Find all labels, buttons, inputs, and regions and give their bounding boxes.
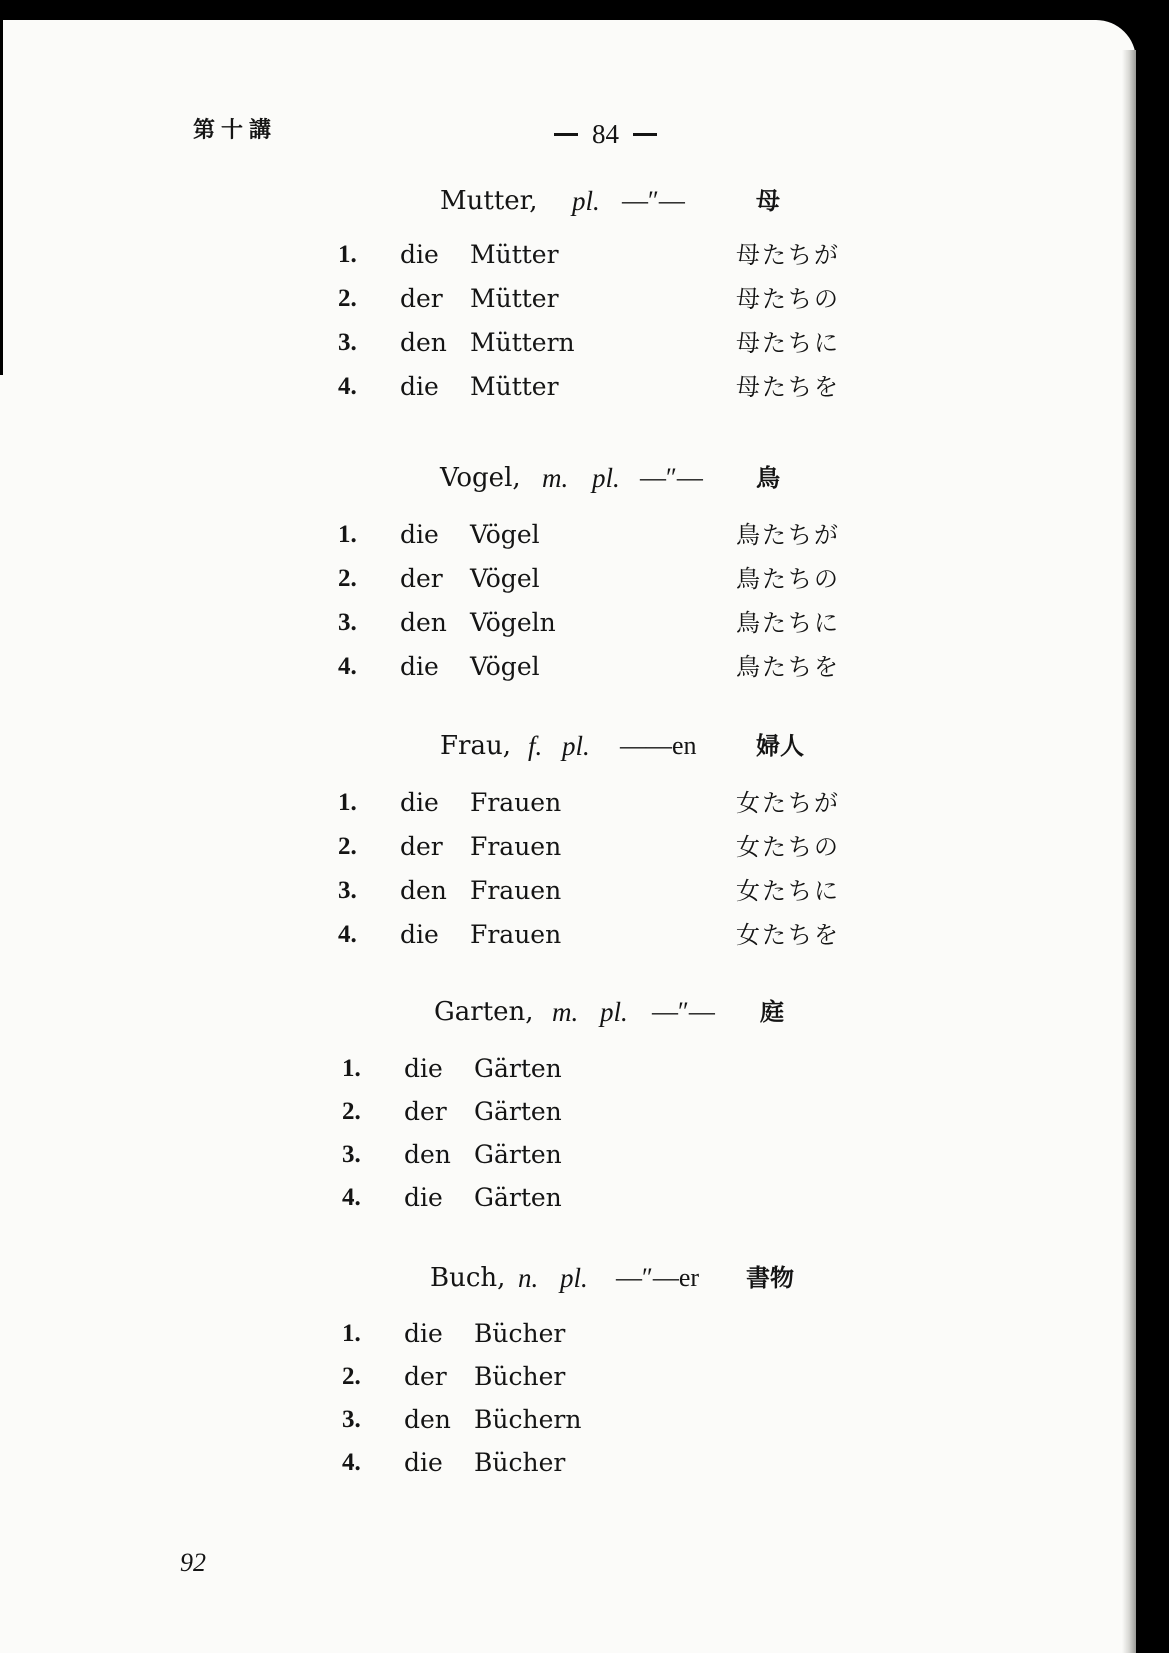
- case-number: 2.: [338, 565, 357, 592]
- japanese-gloss: 母たちの: [736, 285, 840, 313]
- article: den: [404, 1140, 451, 1169]
- japanese-gloss: 母たちが: [736, 241, 840, 269]
- noun-form: Mütter: [470, 240, 559, 269]
- headword: Buch,: [430, 1263, 506, 1293]
- case-number: 2.: [342, 1098, 361, 1125]
- article: der: [404, 1362, 447, 1391]
- plural-ending: —″—: [640, 463, 703, 492]
- japanese-gloss: 母たちを: [736, 373, 840, 401]
- case-number: 2.: [338, 833, 357, 860]
- case-number: 3.: [338, 609, 357, 636]
- article: die: [404, 1448, 443, 1477]
- article: der: [404, 1097, 447, 1126]
- plural-ending: —″—: [622, 186, 685, 215]
- article: den: [400, 328, 447, 357]
- article: die: [400, 372, 439, 401]
- article: den: [400, 876, 447, 905]
- case-number: 3.: [338, 329, 357, 356]
- header-page-number: 84: [592, 119, 619, 149]
- headword: Garten,: [434, 997, 534, 1027]
- noun-form: Vögel: [470, 652, 540, 681]
- plural-ending: —″—: [652, 997, 715, 1026]
- case-number: 4.: [342, 1449, 361, 1476]
- noun-form: Gärten: [474, 1140, 562, 1169]
- article: die: [400, 520, 439, 549]
- gender-label: n.: [518, 1263, 539, 1293]
- article: den: [404, 1405, 451, 1434]
- headword-meaning: 母: [756, 187, 780, 215]
- japanese-gloss: 母たちに: [736, 329, 840, 357]
- case-number: 4.: [338, 653, 357, 680]
- case-number: 3.: [342, 1406, 361, 1433]
- article: die: [404, 1319, 443, 1348]
- japanese-gloss: 鳥たちが: [736, 521, 840, 549]
- gender-label: m.: [542, 463, 569, 493]
- gender-label: f.: [528, 731, 543, 761]
- case-number: 3.: [342, 1141, 361, 1168]
- scan-edge-shadow: [0, 20, 3, 375]
- noun-form: Bücher: [474, 1362, 566, 1391]
- noun-form: Frauen: [470, 876, 562, 905]
- noun-form: Mütter: [470, 284, 559, 313]
- headword: Frau,: [440, 731, 511, 761]
- plural-label: pl.: [572, 186, 600, 216]
- case-number: 1.: [342, 1320, 361, 1347]
- noun-form: Vögel: [470, 520, 540, 549]
- noun-form: Gärten: [474, 1183, 562, 1212]
- noun-form: Gärten: [474, 1054, 562, 1083]
- case-number: 1.: [338, 241, 357, 268]
- japanese-gloss: 女たちが: [736, 789, 840, 817]
- page-header: [540, 121, 671, 148]
- chapter-title: 第十講: [193, 118, 278, 143]
- article: die: [400, 788, 439, 817]
- case-number: 4.: [342, 1184, 361, 1211]
- plural-ending: ——en: [620, 731, 697, 760]
- japanese-gloss: 女たちを: [736, 921, 840, 949]
- header-dash-right: [633, 133, 657, 136]
- noun-form: Mütter: [470, 372, 559, 401]
- plural-label: pl.: [600, 997, 628, 1027]
- japanese-gloss: 鳥たちの: [736, 565, 840, 593]
- case-number: 2.: [342, 1363, 361, 1390]
- plural-label: pl.: [592, 463, 620, 493]
- article: die: [400, 240, 439, 269]
- article: der: [400, 832, 443, 861]
- plural-label: pl.: [560, 1263, 588, 1293]
- article: der: [400, 564, 443, 593]
- noun-form: Vögel: [470, 564, 540, 593]
- header-dash-left: [554, 133, 578, 136]
- article: die: [404, 1183, 443, 1212]
- plural-ending: —″—er: [616, 1263, 700, 1292]
- article: die: [404, 1054, 443, 1083]
- headword-meaning: 婦人: [756, 732, 804, 760]
- headword: Mutter,: [440, 186, 538, 216]
- plural-label: pl.: [562, 731, 590, 761]
- noun-form: Frauen: [470, 920, 562, 949]
- case-number: 3.: [338, 877, 357, 904]
- case-number: 4.: [338, 373, 357, 400]
- case-number: 1.: [338, 521, 357, 548]
- headword-meaning: 鳥: [756, 464, 780, 492]
- headword: Vogel,: [440, 463, 521, 493]
- case-number: 1.: [342, 1055, 361, 1082]
- article: den: [400, 608, 447, 637]
- noun-form: Frauen: [470, 832, 562, 861]
- japanese-gloss: 鳥たちに: [736, 609, 840, 637]
- japanese-gloss: 女たちに: [736, 877, 840, 905]
- case-number: 4.: [338, 921, 357, 948]
- noun-form: Gärten: [474, 1097, 562, 1126]
- headword-meaning: 書物: [746, 1264, 794, 1292]
- noun-form: Bücher: [474, 1319, 566, 1348]
- article: die: [400, 652, 439, 681]
- noun-form: Vögeln: [470, 608, 556, 637]
- article: die: [400, 920, 439, 949]
- case-number: 2.: [338, 285, 357, 312]
- article: der: [400, 284, 443, 313]
- japanese-gloss: 女たちの: [736, 833, 840, 861]
- noun-form: Bücher: [474, 1448, 566, 1477]
- noun-form: Büchern: [474, 1405, 582, 1434]
- footer-page-number: 92: [180, 1548, 206, 1577]
- noun-form: Frauen: [470, 788, 562, 817]
- japanese-gloss: 鳥たちを: [736, 653, 840, 681]
- headword-meaning: 庭: [760, 998, 784, 1026]
- gender-label: m.: [552, 997, 579, 1027]
- noun-form: Müttern: [470, 328, 575, 357]
- case-number: 1.: [338, 789, 357, 816]
